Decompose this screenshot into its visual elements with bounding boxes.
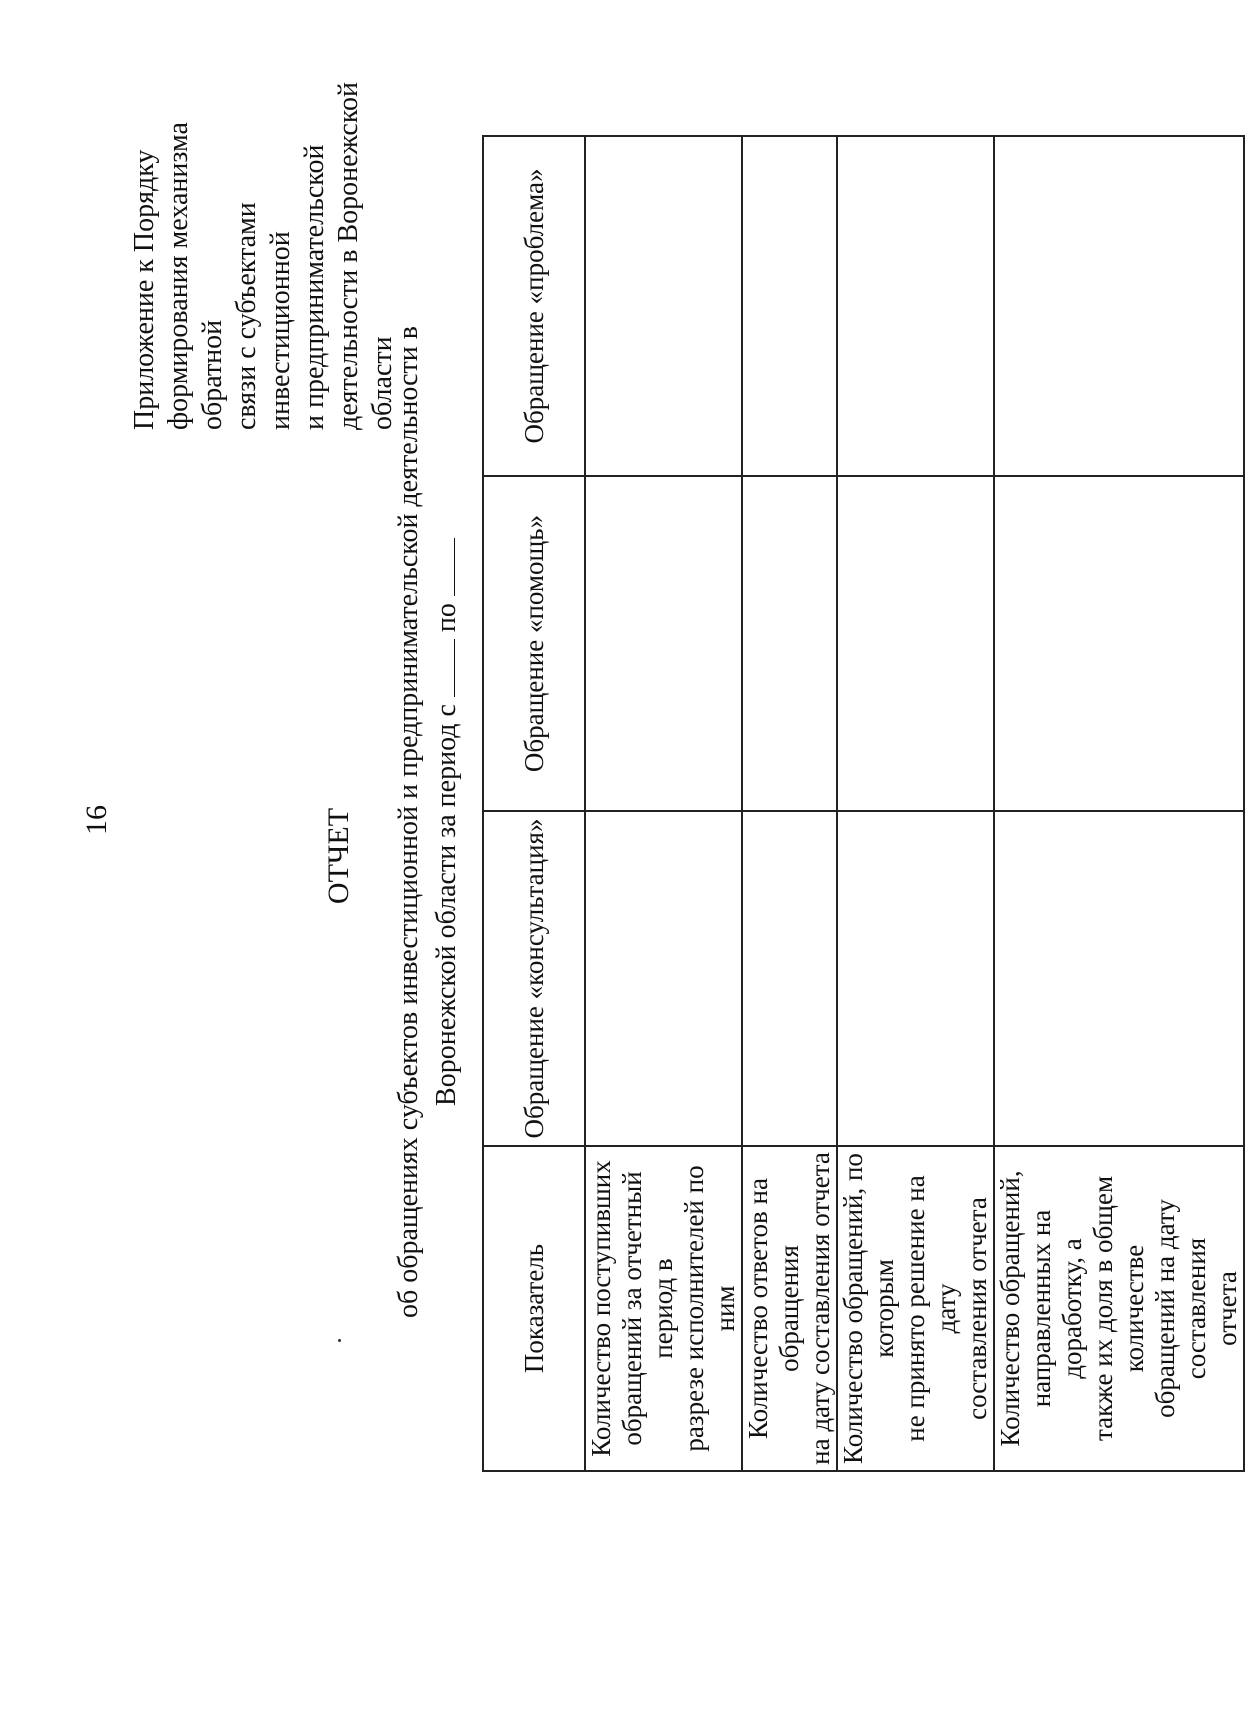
document-title: ОТЧЕТ xyxy=(322,807,355,905)
subtitle-period-middle: по xyxy=(431,603,462,633)
header-consultation: Обращение «консультация» xyxy=(483,811,585,1146)
header-help: Обращение «помощь» xyxy=(483,476,585,811)
cell-indicator: Количество поступивших обращений за отчетный период в разрезе исполнителей по ним xyxy=(585,1146,742,1471)
scan-speck xyxy=(338,1339,341,1342)
cell-consultation xyxy=(585,811,742,1146)
cell-help xyxy=(994,476,1244,811)
cell-problem xyxy=(742,136,837,476)
cell-indicator: Количество ответов на обращения на дату составления отчета xyxy=(742,1146,837,1471)
appendix-line: связи с субъектами инвестиционной xyxy=(231,202,296,430)
report-table xyxy=(482,135,1245,1472)
header-problem: Обращение «проблема» xyxy=(483,136,585,476)
appendix-line: области xyxy=(367,336,398,430)
cell-help xyxy=(742,476,837,811)
page-number: 16 xyxy=(80,805,113,835)
header-indicator: Показатель xyxy=(483,1146,585,1471)
cell-problem xyxy=(585,136,742,476)
cell-help xyxy=(585,476,742,811)
table-row xyxy=(742,136,837,1471)
appendix-line: деятельности в Воронежской xyxy=(333,81,364,430)
appendix-note xyxy=(128,30,400,430)
appendix-line: и предпринимательской xyxy=(299,144,330,430)
cell-consultation xyxy=(742,811,837,1146)
subtitle-period-prefix: Воронежской области за период с xyxy=(431,704,462,1106)
subtitle-line-1: об обращениях субъектов инвестиционной и предпринимательской деятельности в xyxy=(393,326,424,1318)
table-row xyxy=(585,136,742,1471)
appendix-line: формирования механизма обратной xyxy=(163,122,228,430)
cell-problem xyxy=(994,136,1244,476)
table-header-row xyxy=(483,136,585,1471)
cell-consultation xyxy=(994,811,1244,1146)
cell-consultation xyxy=(837,811,994,1146)
appendix-line: Приложение к Порядку xyxy=(129,149,160,430)
period-end-blank xyxy=(426,538,455,596)
cell-indicator: Количество обращений, направленных на доработку, а также их доля в общем количестве обращений на дату составления отчета xyxy=(994,1146,1244,1471)
table-row xyxy=(837,136,994,1471)
cell-indicator: Количество обращений, по которым не принято решение на дату составления отчета xyxy=(837,1146,994,1471)
table-row xyxy=(994,136,1244,1471)
subtitle-line-2 xyxy=(426,252,464,1392)
cell-help xyxy=(837,476,994,811)
cell-problem xyxy=(837,136,994,476)
document-subtitle xyxy=(392,252,464,1392)
period-start-blank xyxy=(426,639,455,697)
